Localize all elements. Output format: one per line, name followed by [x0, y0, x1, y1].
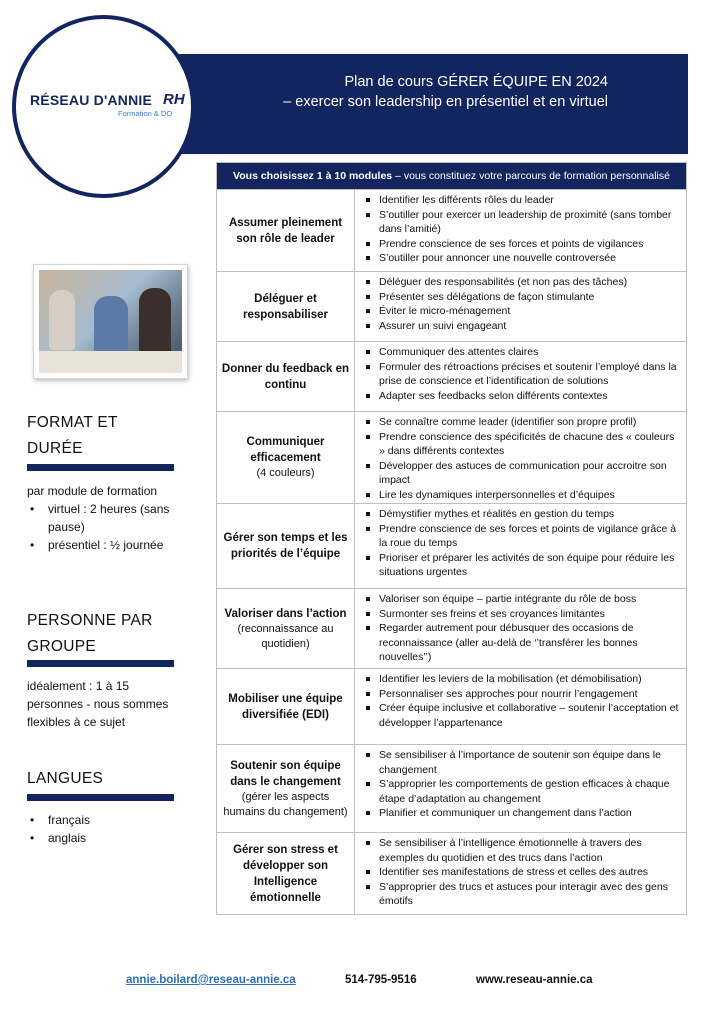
modules-table [216, 162, 687, 915]
module-name [221, 434, 350, 481]
header-band [160, 54, 688, 154]
module-name [221, 758, 350, 820]
module-name [221, 606, 350, 652]
module-note: (reconnaissance au quotidien) [237, 622, 334, 650]
languages-divider [27, 794, 174, 801]
module-name [221, 291, 350, 323]
module-objectives-cell [355, 272, 686, 341]
module-objective: Se sensibiliser à l’intelligence émotionnelle à travers des exemples du quotidien et des trucs dans l’action [361, 836, 680, 865]
module-row [217, 411, 686, 503]
module-objectives-list [361, 345, 680, 403]
module-objective: Regarder autrement pour débusquer des occasions de reconnaissance (aller au-delà de ‘’transférer les bonnes nouvelles’’) [361, 621, 680, 665]
module-objectives-list [361, 672, 680, 730]
module-name-cell [217, 669, 355, 744]
module-objective: Démystifier mythes et réalités en gestion du temps [361, 507, 680, 522]
format-intro: par module de formation [27, 484, 158, 498]
module-name [221, 530, 350, 562]
module-row [217, 744, 686, 832]
module-name-cell [217, 745, 355, 832]
module-title: Donner du feedback en continu [221, 362, 350, 391]
format-heading-line1: FORMAT ET [27, 414, 118, 431]
module-title: Déléguer et responsabiliser [242, 292, 328, 321]
course-title-line2: – exercer son leadership en présentiel et en virtuel [283, 94, 608, 110]
format-list [27, 500, 177, 554]
team-photo-image [39, 270, 182, 373]
module-name-cell [217, 342, 355, 411]
module-objective: Prendre conscience de ses forces et points de vigilances [361, 237, 680, 252]
module-name [221, 361, 350, 393]
team-photo [33, 264, 188, 379]
module-objectives-cell [355, 669, 686, 744]
module-objective: Identifier les leviers de la mobilisation (et démobilisation) [361, 672, 680, 687]
format-heading-line2: DURÉE [27, 440, 83, 457]
module-objective: Adapter ses feedbacks selon différents contextes [361, 389, 680, 404]
modules-table-header [217, 163, 686, 189]
logo-mark: RH [163, 91, 185, 108]
language-item: • anglais [27, 829, 177, 847]
website: www.reseau-annie.ca [476, 974, 593, 986]
module-row [217, 271, 686, 341]
course-title [188, 72, 608, 112]
module-objective: Assurer un suivi engageant [361, 319, 680, 334]
module-objective: Surmonter ses freins et ses croyances limitantes [361, 607, 680, 622]
module-name-cell [217, 504, 355, 588]
module-rows [217, 189, 686, 914]
module-objective: Identifier ses manifestations de stress et celles des autres [361, 865, 680, 880]
module-objective: Éviter le micro-ménagement [361, 304, 680, 319]
module-row [217, 503, 686, 588]
module-name [221, 691, 350, 723]
module-name-cell [217, 190, 355, 271]
module-objective: S’outiller pour exercer un leadership de proximité (sans tomber dans l’amitié) [361, 208, 680, 237]
module-title: Gérer son stress et développer son Intelligence émotionnelle [233, 843, 338, 904]
module-objectives-cell [355, 342, 686, 411]
module-objective: Déléguer des responsabilités (et non pas des tâches) [361, 275, 680, 290]
group-heading-line1: PERSONNE PAR [27, 612, 153, 629]
languages-heading: LANGUES [27, 770, 104, 787]
module-objective: Formuler des rétroactions précises et soutenir l’employé dans la prise de conscience et l’identification de solutions [361, 360, 680, 389]
group-divider [27, 660, 174, 667]
phone-number: 514-795-9516 [345, 974, 417, 986]
module-row [217, 341, 686, 411]
format-item: • virtuel : 2 heures (sans pause) [27, 500, 177, 536]
module-objectives-list [361, 836, 680, 909]
module-objective: Prendre conscience de ses forces et points de vigilance grâce à la roue du temps [361, 522, 680, 551]
module-objective: Planifier et communiquer un changement dans l’action [361, 806, 680, 821]
photo-table [39, 351, 182, 373]
module-name-cell [217, 833, 355, 914]
module-name [221, 842, 350, 906]
module-objective: Identifier les différents rôles du leader [361, 193, 680, 208]
module-row [217, 189, 686, 271]
module-objectives-cell [355, 833, 686, 914]
module-name-cell [217, 412, 355, 503]
photo-person-3 [139, 288, 171, 360]
module-objective: Personnaliser ses approches pour nourrir l’engagement [361, 687, 680, 702]
module-title: Communiquer efficacement [246, 436, 325, 464]
module-objective: S’approprier des trucs et astuces pour interagir avec des gens émotifs [361, 880, 680, 909]
module-name [221, 215, 350, 247]
module-note: (gérer les aspects humains du changement) [223, 790, 348, 818]
logo-tagline: Formation & DO [118, 109, 173, 118]
modules-header-rest: – vous constituez votre parcours de formation personnalisé [392, 170, 670, 182]
module-objective: Se sensibiliser à l’importance de soutenir son équipe dans le changement [361, 748, 680, 777]
format-divider [27, 464, 174, 471]
module-title: Mobiliser une équipe diversifiée (EDI) [228, 692, 343, 721]
module-objective: Se connaître comme leader (identifier son propre profil) [361, 415, 680, 430]
module-objectives-cell [355, 589, 686, 668]
module-note: (4 couleurs) [256, 467, 315, 479]
format-item: • présentiel : ½ journée [27, 536, 177, 554]
module-objective: S’approprier les comportements de gestion efficaces à chaque étape d’adaptation au changement [361, 777, 680, 806]
course-title-line1: Plan de cours GÉRER ÉQUIPE EN 2024 [344, 74, 608, 90]
format-heading [27, 410, 118, 462]
group-text: idéalement : 1 à 15 personnes - nous sommes flexibles à ce sujet [27, 679, 169, 729]
module-row [217, 588, 686, 668]
module-title: Gérer son temps et les priorités de l’équipe [223, 532, 348, 560]
module-objective: Présenter ses délégations de façon stimulante [361, 290, 680, 305]
module-objective: S’outiller pour annoncer une nouvelle controversée [361, 251, 680, 266]
module-objectives-cell [355, 190, 686, 271]
module-row [217, 832, 686, 914]
module-objective: Prioriser et préparer les activités de son équipe pour réduire les situations urgentes [361, 551, 680, 580]
group-heading-line2: GROUPE [27, 638, 96, 655]
module-objectives-cell [355, 745, 686, 832]
module-objectives-list [361, 507, 680, 580]
module-objectives-list [361, 193, 680, 266]
module-objective: Valoriser son équipe – partie intégrante du rôle de boss [361, 592, 680, 607]
languages-list [27, 811, 177, 847]
module-objectives-cell [355, 412, 686, 503]
module-objectives-list [361, 592, 680, 665]
photo-person-1 [49, 290, 75, 350]
module-name-cell [217, 272, 355, 341]
module-name-cell [217, 589, 355, 668]
module-row [217, 668, 686, 744]
email-link[interactable]: annie.boilard@reseau-annie.ca [126, 974, 296, 986]
module-objective: Communiquer des attentes claires [361, 345, 680, 360]
module-objectives-list [361, 415, 680, 503]
modules-header-bold: Vous choisissez 1 à 10 modules [233, 170, 393, 182]
module-objectives-cell [355, 504, 686, 588]
module-objective: Lire les dynamiques interpersonnelles et d’équipes [361, 488, 680, 503]
module-objective: Développer des astuces de communication pour accroitre son impact [361, 459, 680, 488]
module-objectives-list [361, 275, 680, 333]
language-item: • français [27, 811, 177, 829]
module-objective: Prendre conscience des spécificités de chacune des « couleurs » dans différents contextes [361, 430, 680, 459]
module-objective: Créer équipe inclusive et collaborative – soutenir l’acceptation et développer l’appartenance [361, 701, 680, 730]
logo-name: RÉSEAU D'ANNIE [30, 92, 153, 108]
module-title: Valoriser dans l’action [224, 607, 347, 620]
group-heading [27, 608, 153, 660]
module-title: Soutenir son équipe dans le changement [230, 759, 341, 788]
module-objectives-list [361, 748, 680, 821]
module-title: Assumer pleinement son rôle de leader [228, 216, 343, 245]
